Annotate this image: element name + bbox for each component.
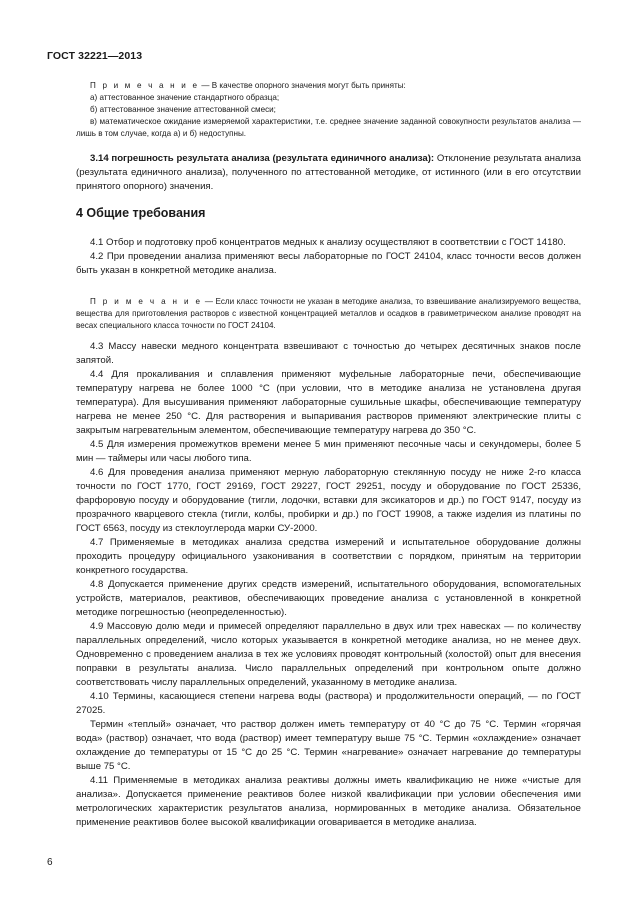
note-item-b: б) аттестованное значение аттестованной смеси; [90,105,276,114]
paragraph-4-10: 4.10 Термины, касающиеся степени нагрева воды (раствора) и продолжительности операций, — по ГОСТ 27025. [76,691,581,716]
note-label: П р и м е ч а н и е [90,297,203,306]
note-item-c: в) математическое ожидание измеряемой характеристики, т.е. среднее значение заданной совокупности результатов анализа — лишь в том случае, когда а) и б) недоступны. [76,117,581,138]
section-title: 4 Общие требования [76,206,206,220]
paragraph-4-1: 4.1 Отбор и подготовку проб концентратов медных к анализу осуществляют в соответствии с ГОСТ 14180. [90,237,566,248]
term-3-14 [76,152,581,194]
paragraph-4-11: 4.11 Применяемые в методиках анализа реактивы должны иметь квалификацию не ниже «чистые для анализа». Допускается применение реактивов более низкой квалификации при условии обеспечения ими метрологических характеристик результатов анализа, нормированных в методике анализа. Обязательное применение реактивов более высокой квалификации оговаривается в методике анализа. [76,775,581,828]
note-intro: — В качестве опорного значения могут быть приняты: [199,81,406,90]
paragraph-4-9: 4.9 Массовую долю меди и примесей определяют параллельно в двух или трех навесках — по количеству параллельных определений, число которых указывается в конкретной методике анализа, но не менее двух. Одновременно с проведением анализа в тех же условиях проводят контрольный (холостой) опыт для внесения поправки в результаты анализа. Число параллельных определений при контрольном опыте должно соответствовать числу параллельных определений, указанному в методике анализа. [76,621,581,688]
paragraph-4-6: 4.6 Для проведения анализа применяют мерную лабораторную стеклянную посуду не ниже 2-го класса точности по ГОСТ 1770, ГОСТ 29169, ГОСТ 29227, ГОСТ 29251, посуду и оборудование по ГОСТ 25336, фарфоровую посуду и оборудование (тигли, лодочки, вставки для эксикаторов и др.) по ГОСТ 9147, посуду из прозрачного кварцевого стекла (тигли, колбы, пробирки и др.) по ГОСТ 19908, а также изделия из платины по ГОСТ 6563, посуду из стеклоуглерода марки СУ-2000. [76,467,581,534]
note-reference-value [76,80,581,140]
paragraph-4-4: 4.4 Для прокаливания и сплавления применяют муфельные лабораторные печи, обеспечивающие температуру нагрева не более 1000 °С (при условии, что в методике анализа не установлена другая температура). Для высушивания применяют лабораторные сушильные шкафы, обеспечивающие температуру нагрева не менее 250 °С. Для растворения и выпаривания растворов применяют электрические плиты с закрытым нагревательным элементом, обеспечивающие температуру нагрева до 350 °С. [76,369,581,436]
paragraph-4-2: 4.2 При проведении анализа применяют весы лабораторные по ГОСТ 24104, класс точности весов должен быть указан в конкретной методике анализа. [76,251,581,276]
paragraph-4-8: 4.8 Допускается применение других средств измерений, испытательного оборудования, вспомогательных устройств, материалов, реактивов, обеспечивающих проведение анализа с установленной в конкретной методике погрешностью (неопределенностью). [76,579,581,618]
page-number: 6 [47,857,53,868]
note-text: — Если класс точности не указан в методике анализа, то взвешивание анализируемого вещества, вещества для приготовления растворов с известной концентрацией металлов и осадков в гравиметрическом анализе проводят на весах специального класса точности по ГОСТ 24104. [76,297,582,330]
paragraph-4-10-terms: Термин «теплый» означает, что раствор должен иметь температуру от 40 °С до 75 °С. Термин «горячая вода» (раствор) означает, что вода (раствор) имеет температуру выше 75 °С. Термин «охлаждение» означает охлаждение до температуры от 15 °С до 25 °С. Термин «нагревание» означает нагревание до температуры выше 75 °С. [76,719,581,772]
paragraphs-4-1-4-2 [76,236,581,278]
term-definition: Отклонение результата анализа (результата единичного анализа), полученного по аттестованной методике, от истинного (или в его отсутствии принятого опорного) значения. [76,153,581,192]
note-weighing [76,296,581,332]
note-item-a: а) аттестованное значение стандартного образца; [90,93,280,102]
document-header: ГОСТ 32221—2013 [47,50,143,62]
paragraphs-4-3-4-11 [76,340,581,830]
term-name: 3.14 погрешность результата анализа (результата единичного анализа): [90,153,435,164]
paragraph-4-5: 4.5 Для измерения промежутков времени менее 5 мин применяют песочные часы и секундомеры, более 5 мин — таймеры или часы любого типа. [76,439,581,464]
paragraph-4-7: 4.7 Применяемые в методиках анализа средства измерений и испытательное оборудование должны проходить процедуру официального узаконивания в соответствии с порядком, принятым на территории конкретного государства. [76,537,581,576]
paragraph-4-3: 4.3 Массу навески медного концентрата взвешивают с точностью до четырех десятичных знаков после запятой. [76,341,581,366]
note-label: П р и м е ч а н и е [90,81,200,90]
